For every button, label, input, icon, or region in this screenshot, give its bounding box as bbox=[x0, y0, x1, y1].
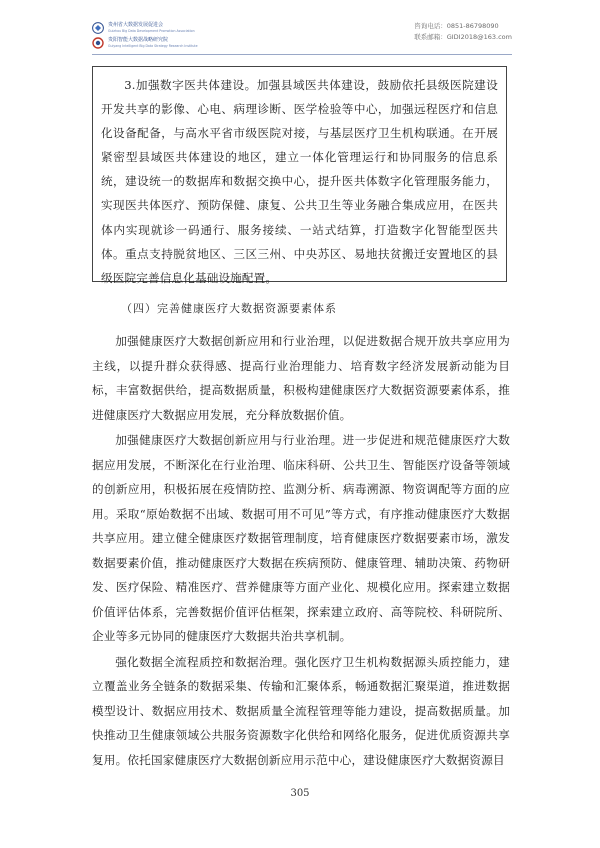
contact-email: 联系邮箱：GIDI2018@163.com bbox=[414, 33, 512, 41]
header-divider bbox=[92, 54, 512, 55]
organization-logo bbox=[92, 20, 198, 50]
body-text bbox=[92, 329, 510, 773]
association-name-en: Guizhou Big Data Development Promotion Association bbox=[108, 28, 195, 33]
institute-name-en: Guiyang Intelligent Big Data Strategy Research Institute bbox=[108, 43, 198, 48]
boxed-paragraph: 3.加强数字医共体建设。加强县域医共体建设，鼓励依托县级医院建设开发共享的影像、心电、病理诊断、医学检验等中心，加强远程医疗和信息化设备配备，与高水平省市级医院对接，与基层医疗卫生机构联通。在开展紧密型县域医共体建设的地区，建立一体化管理运行和协同服务的信息系统，建设统一的数据库和数据交换中心，提升医共体数字化管理服务能力，实现医共体医疗、预防保健、康复、公共卫生等业务融合集成应用，在医共体内实现就诊一码通行、服务接续、一站式结算，打造数字化智能型医共体。重点支持脱贫地区、三区三州、中央苏区、易地扶贫搬迁安置地区的县级医院完善信息化基础设施配置。 bbox=[101, 78, 498, 285]
body-paragraph: 加强健康医疗大数据创新应用与行业治理。进一步促进和规范健康医疗大数据应用发展，不断深化在行业治理、临床科研、公共卫生、智能医疗设备等领域的创新应用，积极拓展在疫情防控、监测分析、病毒溯源、物资调配等方面的应用。采取“原始数据不出域、数据可用不可见”等方式，有序推动健康医疗大数据共享应用。建立健全健康医疗数据管理制度，培育健康医疗数据要素市场，激发数据要素价值，推动健康医疗大数据在疾病预防、健康管理、辅助决策、药物研发、医疗保险、精准医疗、营养健康等方面产业化、规模化应用。探索建立数据价值评估体系，完善数据价值评估框架，探索建立政府、高等院校、科研院所、企业等多元协同的健康医疗大数据共治共享机制。 bbox=[92, 433, 510, 643]
body-paragraph: 强化数据全流程质控和数据治理。强化医疗卫生机构数据源头质控能力，建立覆盖业务全链条的数据采集、传输和汇聚体系，畅通数据汇聚渠道，推进数据模型设计、数据应用技术、数据质量全流程管理等能力建设，提高数据质量。加快推动卫生健康领域公共服务资源数字化供给和网络化服务，促进优质资源共享复用。依托国家健康医疗大数据创新应用示范中心，建设健康医疗大数据资源目 bbox=[92, 654, 510, 767]
section-heading: （四）完善健康医疗大数据资源要素体系 bbox=[121, 302, 337, 315]
institute-name: 贵阳智能大数据战略研究院 bbox=[108, 36, 169, 43]
association-logo-icon bbox=[92, 22, 104, 34]
association-name: 贵州省大数据发展促进会 bbox=[108, 21, 164, 28]
contact-phone: 咨询电话：0851-86798090 bbox=[414, 22, 499, 30]
boxed-note bbox=[92, 66, 507, 285]
page-number: 305 bbox=[290, 788, 310, 799]
institute-logo-icon bbox=[92, 37, 104, 49]
contact-info bbox=[414, 21, 512, 43]
body-paragraph: 加强健康医疗大数据创新应用和行业治理，以促进数据合规开放共享应用为主线，以提升群众获得感、提高行业治理能力、培育数字经济发展新动能为目标，丰富数据供给，提高数据质量，积极构建健康医疗大数据资源要素体系，推进健康医疗大数据应用发展，充分释放数据价值。 bbox=[92, 334, 510, 422]
page-header bbox=[92, 18, 512, 58]
